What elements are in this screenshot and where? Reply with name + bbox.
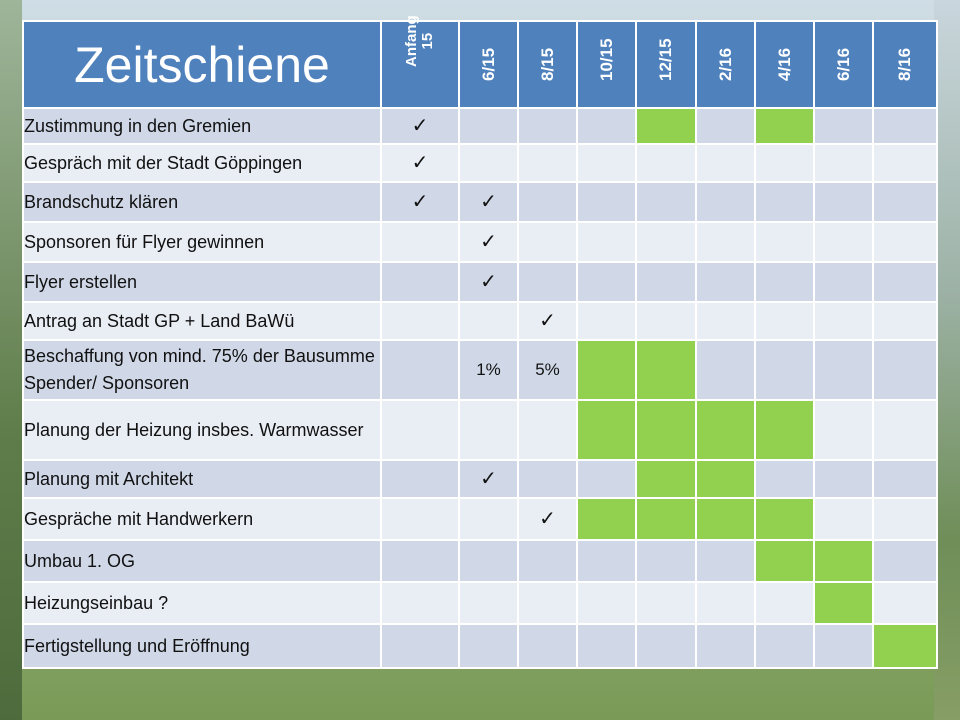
timeline-cell bbox=[873, 460, 937, 498]
timeline-cell bbox=[459, 222, 518, 262]
timeline-cell bbox=[459, 460, 518, 498]
timeline-cell bbox=[636, 582, 696, 624]
table-row bbox=[23, 222, 937, 262]
progress-value: 1% bbox=[476, 360, 501, 379]
column-header-line: 10/15 bbox=[596, 38, 616, 81]
timeline-cell-active bbox=[814, 582, 873, 624]
timeline-cell bbox=[577, 144, 636, 182]
checkmark-icon: ✓ bbox=[411, 151, 429, 174]
timeline-cell bbox=[381, 108, 459, 144]
timeline-cell-active bbox=[577, 498, 636, 540]
timeline-cell bbox=[577, 182, 636, 222]
timeline-cell bbox=[577, 222, 636, 262]
task-label: Planung mit Architekt bbox=[23, 460, 381, 498]
timeline-cell bbox=[755, 582, 814, 624]
column-header-line: 4/16 bbox=[774, 47, 794, 81]
timeline-cell bbox=[814, 400, 873, 460]
timeline-cell bbox=[755, 262, 814, 302]
table-row bbox=[23, 460, 937, 498]
timeline-cell bbox=[814, 144, 873, 182]
timeline-cell bbox=[518, 540, 577, 582]
timeline-cell-active bbox=[636, 460, 696, 498]
timeline-cell bbox=[814, 182, 873, 222]
timeline-cell bbox=[459, 182, 518, 222]
timeline-cell bbox=[814, 498, 873, 540]
timeline-cell bbox=[873, 340, 937, 400]
task-label: Antrag an Stadt GP + Land BaWü bbox=[23, 302, 381, 340]
task-label: Gespräch mit der Stadt Göppingen bbox=[23, 144, 381, 182]
task-label: Umbau 1. OG bbox=[23, 540, 381, 582]
column-header bbox=[518, 21, 577, 108]
timeline-cell bbox=[459, 582, 518, 624]
timeline-cell bbox=[814, 624, 873, 668]
timeline-body bbox=[23, 108, 937, 668]
task-label: Zustimmung in den Gremien bbox=[23, 108, 381, 144]
table-row bbox=[23, 302, 937, 340]
timeline-cell bbox=[814, 222, 873, 262]
checkmark-icon: ✓ bbox=[411, 114, 429, 137]
task-label: Gespräche mit Handwerkern bbox=[23, 498, 381, 540]
timeline-cell bbox=[873, 182, 937, 222]
timeline-cell bbox=[814, 262, 873, 302]
timeline-cell bbox=[755, 624, 814, 668]
background-photo-left bbox=[0, 0, 22, 720]
header-row bbox=[23, 21, 937, 108]
timeline-cell bbox=[459, 340, 518, 400]
timeline-cell bbox=[873, 302, 937, 340]
timeline-cell bbox=[577, 460, 636, 498]
timeline-cell bbox=[518, 144, 577, 182]
timeline-cell bbox=[381, 182, 459, 222]
timeline-cell bbox=[518, 108, 577, 144]
timeline-cell-active bbox=[696, 400, 755, 460]
timeline-cell bbox=[518, 624, 577, 668]
timeline-cell bbox=[814, 460, 873, 498]
column-header-label bbox=[539, 48, 557, 81]
timeline-cell bbox=[755, 222, 814, 262]
column-header-label bbox=[717, 48, 735, 81]
timeline-cell bbox=[873, 108, 937, 144]
timeline-cell bbox=[518, 182, 577, 222]
timeline-cell bbox=[636, 540, 696, 582]
table-row bbox=[23, 400, 937, 460]
timeline-cell bbox=[696, 182, 755, 222]
task-label: Beschaffung von mind. 75% der Bausumme Spender/ Sponsoren bbox=[23, 340, 381, 400]
timeline-cell bbox=[381, 262, 459, 302]
timeline-cell bbox=[518, 400, 577, 460]
timeline-cell-active bbox=[755, 498, 814, 540]
timeline-cell-active bbox=[636, 498, 696, 540]
table-row bbox=[23, 498, 937, 540]
column-header-line: 15 bbox=[419, 32, 436, 50]
column-header-label bbox=[657, 38, 675, 81]
timeline-cell-active bbox=[577, 340, 636, 400]
timeline-cell bbox=[814, 340, 873, 400]
timeline-cell bbox=[636, 144, 696, 182]
timeline-cell-active bbox=[873, 624, 937, 668]
timeline-cell bbox=[873, 498, 937, 540]
timeline-cell bbox=[459, 498, 518, 540]
timeline-cell bbox=[696, 108, 755, 144]
timeline-cell-active bbox=[636, 400, 696, 460]
timeline-cell bbox=[696, 540, 755, 582]
task-label: Sponsoren für Flyer gewinnen bbox=[23, 222, 381, 262]
timeline-cell bbox=[873, 540, 937, 582]
timeline-cell bbox=[696, 340, 755, 400]
timeline-cell bbox=[518, 340, 577, 400]
table-row bbox=[23, 182, 937, 222]
timeline-cell bbox=[577, 540, 636, 582]
timeline-cell bbox=[696, 222, 755, 262]
timeline-cell-active bbox=[636, 108, 696, 144]
timeline-cell bbox=[459, 262, 518, 302]
timeline-cell bbox=[873, 144, 937, 182]
timeline-cell bbox=[755, 460, 814, 498]
timeline-cell bbox=[381, 302, 459, 340]
column-header-label bbox=[480, 48, 498, 81]
timeline-table bbox=[22, 15, 938, 669]
timeline-cell bbox=[459, 302, 518, 340]
column-header-line: 8/16 bbox=[895, 47, 914, 81]
column-header-label bbox=[896, 48, 914, 81]
task-label: Flyer erstellen bbox=[23, 262, 381, 302]
timeline-cell bbox=[381, 624, 459, 668]
timeline-cell bbox=[577, 108, 636, 144]
task-label: Fertigstellung und Eröffnung bbox=[23, 624, 381, 668]
progress-value: 5% bbox=[535, 360, 560, 379]
checkmark-icon: ✓ bbox=[480, 467, 497, 490]
page-title: Zeitschiene bbox=[23, 21, 381, 108]
timeline-cell bbox=[696, 262, 755, 302]
timeline-cell bbox=[873, 582, 937, 624]
timeline-cell bbox=[873, 222, 937, 262]
column-header bbox=[459, 21, 518, 108]
timeline-cell bbox=[381, 540, 459, 582]
timeline-cell bbox=[577, 582, 636, 624]
column-header-line: 6/15 bbox=[478, 47, 498, 81]
timeline-cell-active bbox=[696, 460, 755, 498]
timeline-cell bbox=[696, 302, 755, 340]
timeline-cell-active bbox=[577, 400, 636, 460]
column-header bbox=[873, 21, 937, 108]
task-label: Heizungseinbau ? bbox=[23, 582, 381, 624]
column-header-line: Anfang bbox=[403, 15, 420, 67]
checkmark-icon: ✓ bbox=[539, 309, 556, 332]
column-header bbox=[636, 21, 696, 108]
timeline-cell bbox=[636, 222, 696, 262]
timeline-cell bbox=[518, 582, 577, 624]
column-header-line: 12/15 bbox=[656, 38, 675, 81]
task-label: Brandschutz klären bbox=[23, 182, 381, 222]
timeline-cell bbox=[696, 582, 755, 624]
timeline-cell bbox=[577, 624, 636, 668]
column-header-label bbox=[835, 48, 853, 81]
timeline-cell-active bbox=[755, 108, 814, 144]
checkmark-icon: ✓ bbox=[480, 230, 497, 253]
column-header bbox=[755, 21, 814, 108]
timeline-cell bbox=[755, 302, 814, 340]
timeline-cell bbox=[381, 222, 459, 262]
timeline-cell bbox=[814, 108, 873, 144]
column-header-line: 8/15 bbox=[537, 47, 557, 81]
checkmark-icon: ✓ bbox=[539, 507, 556, 530]
timeline-cell bbox=[636, 182, 696, 222]
task-label: Planung der Heizung insbes. Warmwasser bbox=[23, 400, 381, 460]
table-row bbox=[23, 540, 937, 582]
column-header bbox=[381, 15, 459, 108]
timeline-cell bbox=[696, 624, 755, 668]
column-header-line: 6/16 bbox=[833, 47, 853, 81]
timeline-cell bbox=[755, 340, 814, 400]
timeline-cell-active bbox=[696, 498, 755, 540]
timeline-cell bbox=[459, 624, 518, 668]
checkmark-icon: ✓ bbox=[480, 270, 497, 293]
timeline-cell bbox=[381, 460, 459, 498]
column-header-line: 2/16 bbox=[715, 47, 735, 81]
timeline-cell bbox=[636, 262, 696, 302]
timeline-cell bbox=[518, 498, 577, 540]
timeline-cell bbox=[459, 144, 518, 182]
table-row bbox=[23, 582, 937, 624]
timeline-cell bbox=[518, 302, 577, 340]
timeline-cell bbox=[577, 262, 636, 302]
table-row bbox=[23, 108, 937, 144]
table-row bbox=[23, 624, 937, 668]
timeline-cell bbox=[873, 262, 937, 302]
column-header-label bbox=[776, 48, 794, 81]
timeline-cell-active bbox=[755, 540, 814, 582]
timeline-cell bbox=[636, 624, 696, 668]
timeline-cell bbox=[381, 144, 459, 182]
timeline-cell bbox=[381, 498, 459, 540]
column-header bbox=[696, 21, 755, 108]
timeline-cell bbox=[518, 222, 577, 262]
table-row bbox=[23, 144, 937, 182]
timeline-cell bbox=[518, 262, 577, 302]
timeline-cell bbox=[518, 460, 577, 498]
timeline-cell bbox=[381, 340, 459, 400]
timeline-cell-active bbox=[814, 540, 873, 582]
timeline-cell-active bbox=[755, 400, 814, 460]
timeline-cell bbox=[459, 540, 518, 582]
timeline-cell bbox=[755, 144, 814, 182]
column-header-label bbox=[598, 38, 616, 81]
timeline-cell bbox=[636, 302, 696, 340]
table-row bbox=[23, 262, 937, 302]
checkmark-icon: ✓ bbox=[480, 190, 497, 213]
timeline-cell bbox=[381, 400, 459, 460]
column-header-label bbox=[404, 15, 436, 67]
timeline-cell bbox=[459, 108, 518, 144]
timeline-cell bbox=[577, 302, 636, 340]
column-header bbox=[814, 21, 873, 108]
timeline-cell bbox=[814, 302, 873, 340]
timeline-cell bbox=[381, 582, 459, 624]
timeline-cell bbox=[873, 400, 937, 460]
timeline-cell bbox=[696, 144, 755, 182]
timeline-cell-active bbox=[636, 340, 696, 400]
timeline-cell bbox=[755, 182, 814, 222]
column-header bbox=[577, 21, 636, 108]
table-row bbox=[23, 340, 937, 400]
checkmark-icon: ✓ bbox=[411, 190, 429, 213]
timeline-cell bbox=[459, 400, 518, 460]
